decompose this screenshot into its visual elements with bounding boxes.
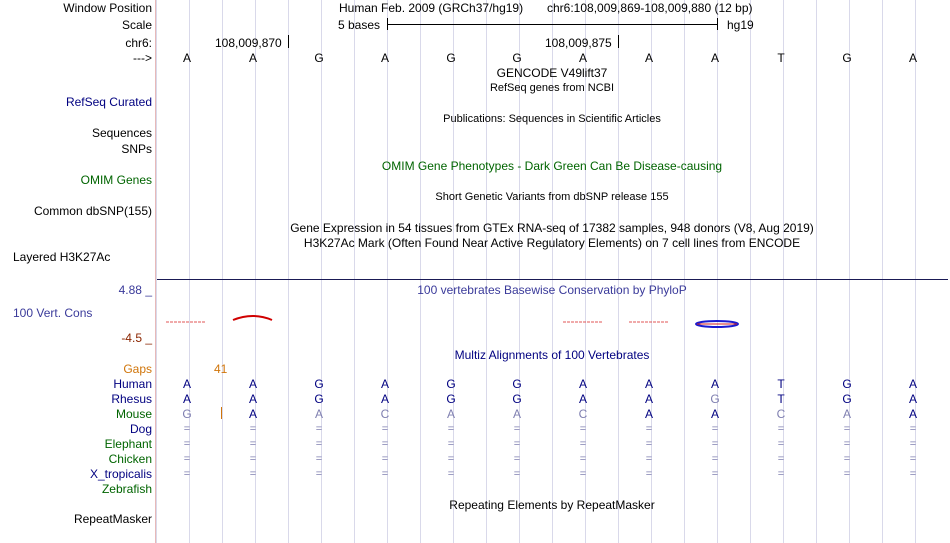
- species-label-zebrafish[interactable]: Zebrafish: [101, 482, 152, 496]
- alignment-base: G: [446, 392, 456, 406]
- alignment-base: =: [777, 468, 785, 480]
- phylop-ymax-label: 4.88 _: [118, 283, 152, 297]
- alignment-base: =: [315, 468, 323, 480]
- refseq-curated-label[interactable]: RefSeq Curated: [65, 95, 152, 109]
- alignment-base: =: [843, 453, 851, 465]
- sequences-label[interactable]: Sequences: [91, 126, 152, 140]
- sequence-base: A: [908, 51, 917, 65]
- alignment-base: G: [842, 377, 852, 391]
- alignment-base: =: [579, 438, 587, 450]
- alignment-base: =: [447, 423, 455, 435]
- alignment-base: =: [249, 468, 257, 480]
- species-label-rhesus[interactable]: Rhesus: [111, 392, 152, 406]
- alignment-base: =: [909, 453, 917, 465]
- alignment-base: A: [578, 377, 587, 391]
- alignment-base: =: [777, 438, 785, 450]
- alignment-base: =: [711, 453, 719, 465]
- alignment-base: =: [183, 468, 191, 480]
- alignment-base: =: [183, 423, 191, 435]
- gap-count: 41: [214, 362, 228, 376]
- alignment-base: =: [645, 438, 653, 450]
- alignment-base: =: [909, 468, 917, 480]
- gencode-track-title[interactable]: GENCODE V49lift37: [496, 66, 608, 80]
- alignment-base: A: [644, 377, 653, 391]
- alignment-base: =: [183, 438, 191, 450]
- alignment-base: A: [908, 392, 917, 406]
- alignment-base: =: [381, 423, 389, 435]
- alignment-base: A: [512, 407, 521, 421]
- alignment-base: G: [182, 407, 192, 421]
- alignment-base: A: [710, 407, 719, 421]
- sequence-base: G: [512, 51, 522, 65]
- gtex-track-title[interactable]: Gene Expression in 54 tissues from GTEx RNA-seq of 17382 samples, 948 donors (V8, Aug 2019): [290, 221, 814, 235]
- repeatmasker-track-title[interactable]: Repeating Elements by RepeatMasker: [449, 498, 655, 512]
- alignment-base: =: [513, 438, 521, 450]
- assembly-title: Human Feb. 2009 (GRCh37/hg19): [339, 1, 524, 15]
- alignment-base: =: [579, 423, 587, 435]
- alignment-base: =: [513, 453, 521, 465]
- alignment-base: A: [380, 377, 389, 391]
- multiz-track-title[interactable]: Multiz Alignments of 100 Vertebrates: [454, 348, 650, 362]
- alignment-base: =: [843, 468, 851, 480]
- alignment-base: =: [381, 453, 389, 465]
- phylop-ymin-label: -4.5 _: [121, 331, 152, 345]
- alignment-base: A: [248, 407, 257, 421]
- omim-genes-label[interactable]: OMIM Genes: [80, 173, 152, 187]
- alignment-base: =: [711, 423, 719, 435]
- alignment-base: G: [512, 377, 522, 391]
- publications-track-title[interactable]: Publications: Sequences in Scientific Articles: [443, 113, 661, 125]
- repeatmasker-label[interactable]: RepeatMasker: [73, 512, 152, 526]
- alignment-base: =: [315, 423, 323, 435]
- phylop-track-title[interactable]: 100 vertebrates Basewise Conservation by PhyloP: [417, 283, 687, 297]
- window-position-label: Window Position: [63, 1, 152, 15]
- sequence-base: A: [578, 51, 587, 65]
- coord-label-1: 108,009,870: [215, 36, 282, 50]
- alignment-base: G: [314, 377, 324, 391]
- h3k27ac-track-title[interactable]: H3K27Ac Mark (Often Found Near Active Regulatory Elements) on 7 cell lines from ENCODE: [303, 236, 801, 250]
- sequence-base: T: [777, 51, 785, 65]
- alignment-base: A: [644, 392, 653, 406]
- alignment-base: =: [777, 423, 785, 435]
- sequence-base: G: [842, 51, 852, 65]
- scale-db-label: hg19: [727, 18, 754, 32]
- strand-label: --->: [133, 51, 152, 65]
- alignment-base: G: [446, 377, 456, 391]
- alignment-base: =: [183, 453, 191, 465]
- sequence-base: A: [182, 51, 191, 65]
- alignment-base: =: [645, 453, 653, 465]
- short-variants-track-title[interactable]: Short Genetic Variants from dbSNP release 155: [435, 191, 669, 203]
- alignment-base: T: [777, 392, 785, 406]
- layered-h3k27ac-label[interactable]: Layered H3K27Ac: [13, 250, 111, 264]
- alignment-base: A: [380, 392, 389, 406]
- alignment-base: A: [182, 392, 191, 406]
- alignment-base: =: [645, 423, 653, 435]
- alignment-base: A: [644, 407, 653, 421]
- alignment-base: A: [842, 407, 851, 421]
- alignment-base: A: [908, 407, 917, 421]
- sequence-base: G: [446, 51, 456, 65]
- scale-bar-text: 5 bases: [338, 18, 381, 32]
- alignment-base: =: [315, 453, 323, 465]
- alignment-base: =: [579, 453, 587, 465]
- species-label-chicken[interactable]: Chicken: [108, 452, 152, 466]
- sequence-base: A: [710, 51, 719, 65]
- alignment-base: =: [249, 423, 257, 435]
- species-label-elephant[interactable]: Elephant: [104, 437, 152, 451]
- alignment-base: =: [513, 468, 521, 480]
- alignment-base: =: [447, 453, 455, 465]
- sequence-base: G: [314, 51, 324, 65]
- alignment-base: =: [909, 438, 917, 450]
- alignment-base: C: [776, 407, 786, 421]
- alignment-base: A: [248, 377, 257, 391]
- snps-label[interactable]: SNPs: [121, 142, 152, 156]
- alignment-base: G: [842, 392, 852, 406]
- alignment-base: =: [381, 438, 389, 450]
- species-label-dog[interactable]: Dog: [129, 422, 152, 436]
- omim-pheno-track-title[interactable]: OMIM Gene Phenotypes - Dark Green Can Be Disease-causing: [381, 159, 723, 173]
- alignment-base: A: [710, 377, 719, 391]
- alignment-base: A: [182, 377, 191, 391]
- coord-label-2: 108,009,875: [545, 36, 612, 50]
- alignment-base: G: [314, 392, 324, 406]
- alignment-base: =: [249, 453, 257, 465]
- gaps-label[interactable]: Gaps: [123, 362, 152, 376]
- alignment-base: C: [380, 407, 390, 421]
- gap-insertion-marker: [221, 407, 222, 419]
- vert-cons-label[interactable]: 100 Vert. Cons: [13, 306, 93, 320]
- chrom-label: chr6:: [125, 36, 152, 50]
- alignment-base: =: [447, 438, 455, 450]
- alignment-base: A: [908, 377, 917, 391]
- alignment-base: =: [579, 468, 587, 480]
- position-readout: chr6:108,009,869-108,009,880 (12 bp): [547, 1, 753, 15]
- sequence-base: A: [380, 51, 389, 65]
- alignment-base: T: [777, 377, 785, 391]
- alignment-base: =: [843, 438, 851, 450]
- alignment-base: G: [710, 392, 720, 406]
- alignment-base: A: [248, 392, 257, 406]
- alignment-base: =: [777, 453, 785, 465]
- alignment-base: =: [711, 468, 719, 480]
- alignment-base: =: [645, 468, 653, 480]
- alignment-base: C: [578, 407, 588, 421]
- common-dbsnp-label[interactable]: Common dbSNP(155): [33, 204, 152, 218]
- scale-label: Scale: [121, 18, 152, 32]
- alignment-base: A: [314, 407, 323, 421]
- alignment-base: =: [909, 423, 917, 435]
- alignment-base: =: [513, 423, 521, 435]
- sequence-base: A: [248, 51, 257, 65]
- refseq-track-title[interactable]: RefSeq genes from NCBI: [489, 82, 615, 94]
- alignment-base: =: [843, 423, 851, 435]
- alignment-base: =: [315, 438, 323, 450]
- species-label-human[interactable]: Human: [113, 377, 152, 391]
- alignment-base: =: [249, 438, 257, 450]
- species-label-mouse[interactable]: Mouse: [115, 407, 152, 421]
- species-label-x_tropicalis[interactable]: X_tropicalis: [89, 467, 152, 481]
- alignment-base: =: [447, 468, 455, 480]
- alignment-base: =: [381, 468, 389, 480]
- alignment-base: =: [711, 438, 719, 450]
- alignment-base: A: [578, 392, 587, 406]
- alignment-base: A: [446, 407, 455, 421]
- sequence-base: A: [644, 51, 653, 65]
- alignment-base: G: [512, 392, 522, 406]
